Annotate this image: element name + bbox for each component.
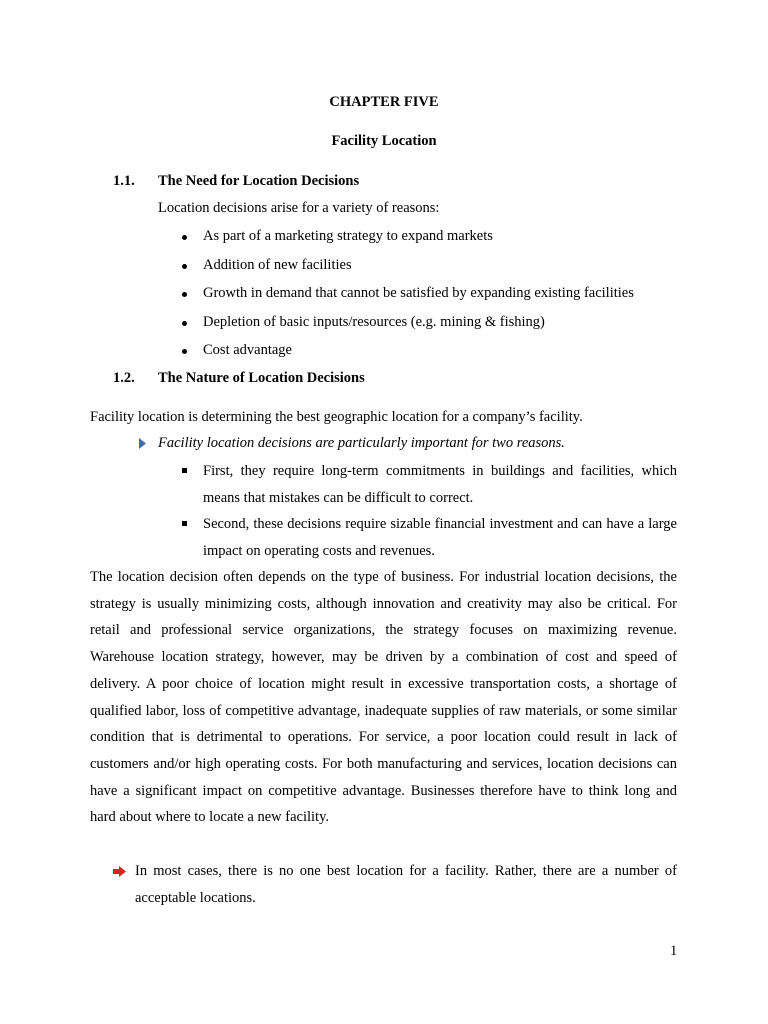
bullet-dot-icon bbox=[182, 349, 187, 354]
bullet-dot-icon bbox=[182, 292, 187, 297]
page-number: 1 bbox=[670, 943, 678, 959]
reason-item: Second, these decisions require sizable financial investment and can have a large impact on operating costs and revenues. bbox=[203, 516, 677, 559]
section2-title: The Nature of Location Decisions bbox=[158, 370, 365, 386]
section1-intro: Location decisions arise for a variety of reasons: bbox=[158, 200, 440, 216]
chapter-subtitle: Facility Location bbox=[331, 133, 437, 149]
section2-definition: Facility location is determining the best geographic location for a company’s facility. bbox=[90, 409, 583, 425]
chapter-title: CHAPTER FIVE bbox=[329, 94, 439, 110]
bullet-dot-icon bbox=[182, 235, 187, 240]
list-item: Growth in demand that cannot be satisfied by expanding existing facilities bbox=[203, 285, 634, 301]
list-item: Addition of new facilities bbox=[203, 257, 352, 273]
bullet-dot-icon bbox=[182, 321, 187, 326]
list-item: Depletion of basic inputs/resources (e.g. mining & fishing) bbox=[203, 314, 545, 330]
section1-number: 1.1. bbox=[113, 173, 135, 189]
reason-item: First, they require long-term commitments in buildings and facilities, which means that mistakes can be difficult to correct. bbox=[203, 463, 677, 506]
bullet-dot-icon bbox=[182, 264, 187, 269]
section2-highlight: Facility location decisions are particularly important for two reasons. bbox=[158, 435, 565, 451]
body-paragraph: The location decision often depends on the type of business. For industrial location decisions, the strategy is usually minimizing costs, although innovation and creativity may also be critical. For retail and professional service organizations, the strategy focuses on maximizing revenue. Warehouse location strategy, however, may be driven by a combination of cost and speed of delivery. A poor choice of location might result in excessive transportation costs, a shortage of qualified labor, loss of competitive advantage, inadequate supplies of raw materials, or some similar condition that is detrimental to operations. For service, a poor location could result in lack of customers and/or high operating costs. For both manufacturing and services, location decisions can have a significant impact on competitive advantage. Businesses therefore have to think long and hard about where to locate a new facility. bbox=[90, 569, 677, 826]
red-arrow-icon bbox=[113, 866, 126, 877]
square-bullet-icon bbox=[182, 521, 187, 526]
list-item: As part of a marketing strategy to expand markets bbox=[203, 228, 493, 244]
blue-triangle-icon bbox=[139, 438, 146, 449]
square-bullet-icon bbox=[182, 468, 187, 473]
note-paragraph: In most cases, there is no one best location for a facility. Rather, there are a number of acceptable locations. bbox=[135, 863, 677, 906]
section2-number: 1.2. bbox=[113, 370, 135, 386]
section1-title: The Need for Location Decisions bbox=[158, 173, 360, 189]
list-item: Cost advantage bbox=[203, 342, 292, 358]
